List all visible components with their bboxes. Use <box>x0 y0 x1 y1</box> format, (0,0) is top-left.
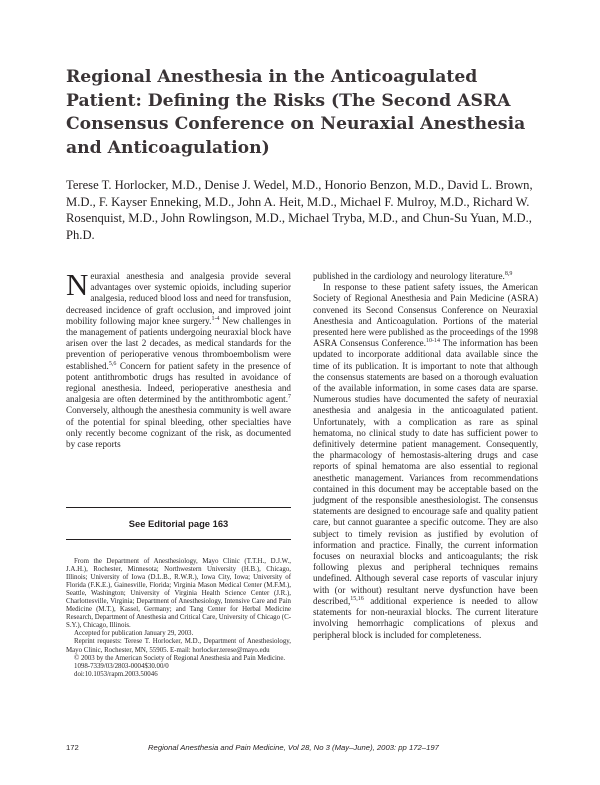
body-text: euraxial anesthesia and analgesia provide several advantages over systemic opioids, including superior analgesia, reduced blood loss and need for transfusion, decreased incidence of graft occlusion, and improved joint mobility following major knee surgery. <box>66 271 291 326</box>
citation-ref: 7 <box>288 394 291 401</box>
article-footnotes <box>66 558 291 679</box>
editorial-rule-bottom <box>66 539 291 540</box>
affiliations-footnote: From the Department of Anesthesiology, Mayo Clinic (T.T.H., D.J.W., J.A.H.), Rochester, Minnesota; Northwestern University (H.B.), Chicago, Illinois; University of Iowa (D.L.B., R.W.R.), Iowa City, Iowa; University of Florida (F.K.E.), Gainesville, Florida; Virginia Mason Medical Center (M.F.M.), Seattle, Washington; University of Virginia Health Science Center (J.R.), Charlottesville, Virginia; Department of Anesthesiology, Intensive Care and Pain Medicine (M.T.), Kassel, Germany; and Tang Center for Herbal Medicine Research, Department of Anesthesia and Critical Care, University of Chicago (C-S.Y.), Chicago, Illinois. <box>66 558 291 630</box>
body-text: additional experience is needed to allow statements for non-neuraxial blocks. The current literature involving hemorrhagic complications of plexus and peripheral block is included for completeness. <box>313 595 538 640</box>
journal-citation: Regional Anesthesia and Pain Medicine, Vol 28, No 3 (May–June), 2003: pp 172–197 <box>148 743 439 752</box>
left-column <box>66 267 291 450</box>
right-column <box>313 271 538 641</box>
body-text: New challenges in the management of patients undergoing neuraxial block have arisen over the last 2 decades, as medical standards for the prevention of perioperative venous thromboembolism were established. <box>66 315 291 371</box>
body-text: Conversely, although the anesthesia community is well aware of the potential for spinal bleeding, other specialties have only recently become cognizant of the risk, as documented by case reports <box>66 405 291 450</box>
body-text: In response to these patient safety issues, the American Society of Regional Anesthesia and Pain Medicine (ASRA) convened its Second Consensus Conference on Neuraxial Anesthesia and Anticoagulation. Portions of the material presented here were published as the proceedings of the 1998 ASRA Consensus Conference. <box>313 282 538 349</box>
doi-footnote: doi:10.1053/rapm.2003.50046 <box>74 670 158 678</box>
editorial-note: See Editorial page 163 <box>128 518 229 529</box>
drop-cap: N <box>66 267 89 302</box>
consensus-paragraph <box>313 282 538 641</box>
article-title: Regional Anesthesia in the Anticoagulated Patient: Defining the Risks (The Second ASRA Consensus Conference on Neuraxial Anesthesia and Anticoagulation) <box>66 67 526 158</box>
issn-footnote: 1098-7339/03/2803-0004$30.00/0 <box>74 662 169 670</box>
citation-ref: 1-4 <box>211 315 220 322</box>
citation-ref: 8,9 <box>504 270 513 277</box>
continued-paragraph <box>313 271 538 282</box>
body-text: published in the cardiology and neurology literature. <box>313 271 505 281</box>
copyright-footnote: © 2003 by the American Society of Regional Anesthesia and Pain Medicine. <box>74 654 286 662</box>
citation-ref: 10-14 <box>425 338 440 345</box>
page-number: 172 <box>66 743 79 752</box>
author-list: Terese T. Horlocker, M.D., Denise J. Wedel, M.D., Honorio Benzon, M.D., David L. Brown, M.D., F. Kayser Enneking, M.D., John A. Heit, M.D., Michael F. Mulroy, M.D., Richard W. Rosenquist, M.D., John Rowlingson, M.D., Michael Tryba, M.D., and Chun-Su Yuan, M.D., Ph.D. <box>66 178 533 243</box>
body-text: Concern for patient safety in the presence of potent antithrombotic drugs has resulted in avoidance of regional anesthesia. Indeed, perioperative anesthesia and analgesia are often determined by the antithrombotic agent. <box>66 360 291 405</box>
accepted-footnote: Accepted for publication January 29, 2003. <box>74 630 194 638</box>
reprint-footnote: Reprint requests: Terese T. Horlocker, M.D., Department of Anesthesiology, Mayo Clinic, Rochester, MN, 55905. E-mail: horlocker.terese@mayo.edu <box>66 638 291 654</box>
editorial-rule-top <box>66 507 291 508</box>
citation-ref: 5,6 <box>108 360 117 367</box>
body-text: The information has been updated to incorporate additional data available since the time of its publication. It is important to note that although the consensus statements are based on a thorough evaluation of the available information, in some cases data are sparse. Numerous studies have documented the safety of neuraxial anesthesia and analgesia in the anticoagulated patient. Unfortunately, with a complication as rare as spinal hematoma, no clinical study to date has sufficient power to definitively determine patient management. Consequently, the pharmacology of hemostasis-altering drugs and case reports of spinal hematoma are also essential to regional anesthetic management. Variances from recommendations contained in this document may be acceptable based on the judgment of the responsible anesthesiologist. The consensus statements are designed to encourage safe and quality patient care, but cannot guarantee a specific outcome. They are also subject to timely revision as justified by evolution of information and practice. Finally, the current information focuses on neuraxial blocks and anticoagulants; the risk following plexus and peripheral techniques remains undefined. Although several case reports of vascular injury with (or without) resultant nerve dysfunction have been described, <box>313 338 538 606</box>
citation-ref: 15,16 <box>350 595 364 602</box>
intro-paragraph <box>66 267 291 450</box>
